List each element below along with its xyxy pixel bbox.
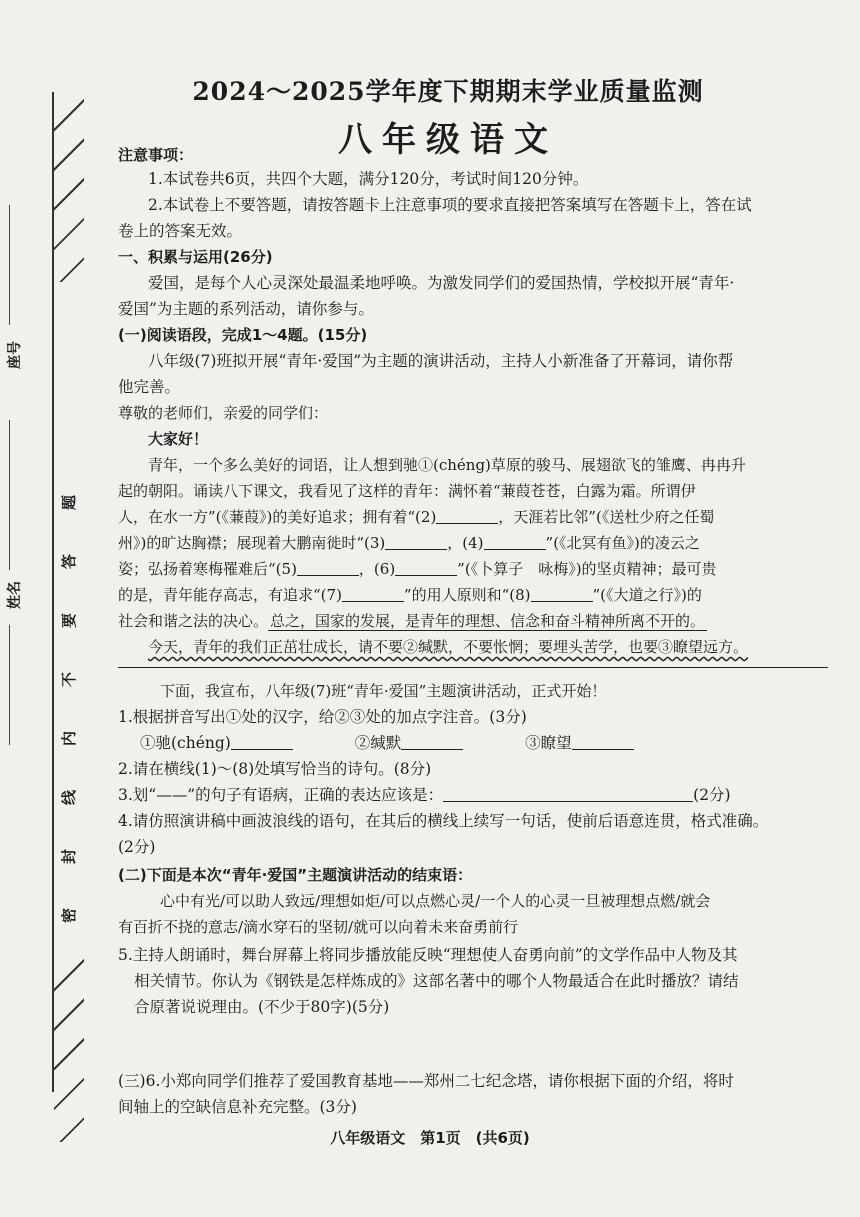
part1-heading: (一)阅读语段，完成1～4题。(15分) [118,326,368,344]
seat-line [9,205,10,325]
question-2: 2.请在横线(1)～(8)处填写恰当的诗句。(8分) [118,760,432,778]
question-3a: 3.划“——”的句子有语病，正确的表达应该是： [118,786,444,804]
section1-intro-a: 爱国，是每个人心灵深处最温柔地呼唤。为激发同学们的爱国热情，学校拟开展“青年· [148,274,735,292]
section1-intro-b: 爱国”为主题的系列活动，请你参与。 [118,300,374,318]
speech-line-1: 青年，一个多么美好的词语，让人想到驰①(chéng)草原的骏马、展翅欲飞的雏鹰、冉冉升 [148,456,746,474]
question-5c: 合原著说说理由。(不少于80字)(5分) [134,998,390,1016]
closing-poem-b: 有百折不挠的意志/滴水穿石的坚韧/就可以向着未来奋勇前行 [118,918,519,936]
binding-margin [52,92,84,1092]
speech-line-3 [118,504,714,530]
speech-line-3b: ，天涯若比邻”(《送杜少府之任蜀 [498,508,715,526]
page-footer: 八年级语文 第1页 (共6页) [330,1129,530,1147]
q1-blank-b[interactable] [401,731,463,750]
question-1-items [140,730,820,756]
speech-announce: 下面，我宣布，八年级(7)班“青年·爱国”主题演讲活动，正式开始！ [160,682,607,700]
blank-4[interactable] [484,531,546,550]
blank-6[interactable] [395,557,457,576]
speech-line-6a: 的是，青年能存高志，有追求“(7) [118,586,342,604]
exam-title: 2024～2025学年度下期期末学业质量监测 [192,77,704,106]
part1-desc-b: 他完善。 [118,378,181,396]
hatch-bottom [54,952,84,1142]
question-3b: (2分) [693,786,731,804]
seal-char: 密 [60,907,79,924]
speech-line-4b: ，(4) [447,534,484,552]
speech-line-6c: ”(《大道之行》)的 [592,586,702,604]
q3-blank[interactable] [443,783,693,802]
speech-line-7 [118,608,707,634]
notice-item-1: 1.本试卷共6页，共四个大题，满分120分，考试时间120分钟。 [148,170,589,188]
question-5b: 相关情节。你认为《钢铁是怎样炼成的》这部名著中的哪个人物最适合在此时播放？请结 [134,972,739,990]
name-line [9,420,10,570]
notice-heading: 注意事项： [118,146,194,164]
speech-line-4a: 州》)的旷达胸襟；展现着大鹏南徙时“(3) [118,534,386,552]
question-1: 1.根据拼音写出①处的汉字，给②③处的加点字注音。(3分) [118,708,527,726]
notice-item-2b: 卷上的答案无效。 [118,222,243,240]
speech-line-2: 起的朝阳。诵读八下课文，我看见了这样的青年：满怀着“蒹葭苍苍，白露为霜。所谓伊 [118,482,696,500]
seal-char: 线 [60,789,79,806]
speech-line-6 [118,582,702,608]
seal-char: 封 [60,848,79,865]
speech-greeting: 大家好！ [148,430,209,448]
speech-line-8 [148,634,748,660]
name-label: 姓名 [7,581,23,609]
blank-2[interactable] [436,505,498,524]
speech-line-5 [118,556,717,582]
q1-blank-a[interactable] [231,731,293,750]
seal-char: 内 [60,730,79,747]
blank-5[interactable] [297,557,359,576]
q1-item-c: ③瞭望 [525,734,572,752]
speech-line-7a: 社会和谐之法的决心。 [118,612,269,630]
q1-blank-c[interactable] [572,731,634,750]
speech-line-4 [118,530,700,556]
speech-line-6b: ”的用人原则和“(8) [403,586,531,604]
speech-line-3a: 人，在水一方”(《蒹葭》)的美好追求；拥有着“(2) [118,508,437,526]
closing-poem-a: 心中有光/可以助人致远/理想如炬/可以点燃心灵/一个人的心灵一旦被理想点燃/就会 [160,892,711,910]
seal-char: 答 [60,553,79,570]
notice-item-2a: 2.本试卷上不要答题，请按答题卡上注意事项的要求直接把答案填写在答题卡上，答在试 [148,196,752,214]
part2-heading: (二)下面是本次“青年·爱国”主题演讲活动的结束语： [118,866,473,884]
speech-line-5b: ，(6) [358,560,396,578]
blank-8[interactable] [531,583,593,602]
question-6a: (三)6.小郑向同学们推荐了爱国教育基地——郑州二七纪念塔，请你根据下面的介绍，将时 [118,1072,734,1090]
part1-desc-a: 八年级(7)班拟开展“青年·爱国”为主题的演讲活动，主持人小新准备了开幕词，请你帮 [148,352,734,370]
question-6b: 间轴上的空缺信息补充完整。(3分) [118,1098,357,1116]
speech-line-4c: ”(《北冥有鱼》)的凌云之 [545,534,700,552]
speech-line-5a: 姿；弘扬着寒梅罹难后“(5) [118,560,297,578]
speech-line-5c: ”(《卜算子 咏梅》)的坚贞精神；最可贵 [457,560,717,578]
question-3 [118,782,731,808]
blank-7[interactable] [342,583,404,602]
seal-char: 题 [60,494,79,511]
seal-char: 要 [60,612,79,629]
question-5a: 5.主持人朗诵时，舞台屏幕上将同步播放能反映“理想使人奋勇向前”的文学作品中人物及其 [118,946,738,964]
class-line [9,625,10,745]
wavy-sentence: 今天，青年的我们正茁壮成长，请不要②缄默，不要怅惘；要埋头苦学，也要③瞭望远方。 [148,638,749,656]
q1-item-a: ①驰(chéng) [140,734,231,752]
underlined-sentence: 总之，国家的发展，是青年的理想、信念和奋斗精神所离不开的。 [270,612,706,630]
seal-char: 不 [60,671,79,688]
q1-item-b: ②缄默 [354,734,402,752]
section1-heading: 一、积累与运用(26分) [118,248,273,266]
continuation-line[interactable] [118,667,828,668]
subject-title: 八年级语文 [338,120,558,160]
hatch-top [54,92,84,282]
question-4b: (2分) [118,838,156,856]
seat-label: 座号 [7,341,23,369]
seal-line-text [56,492,82,926]
question-4a: 4.请仿照演讲稿中画波浪线的语句，在其后的横线上续写一句话，使前后语意连贯，格式准确。 [118,812,769,830]
blank-3[interactable] [385,531,447,550]
speech-salutation: 尊敬的老师们，亲爱的同学们： [118,404,329,422]
